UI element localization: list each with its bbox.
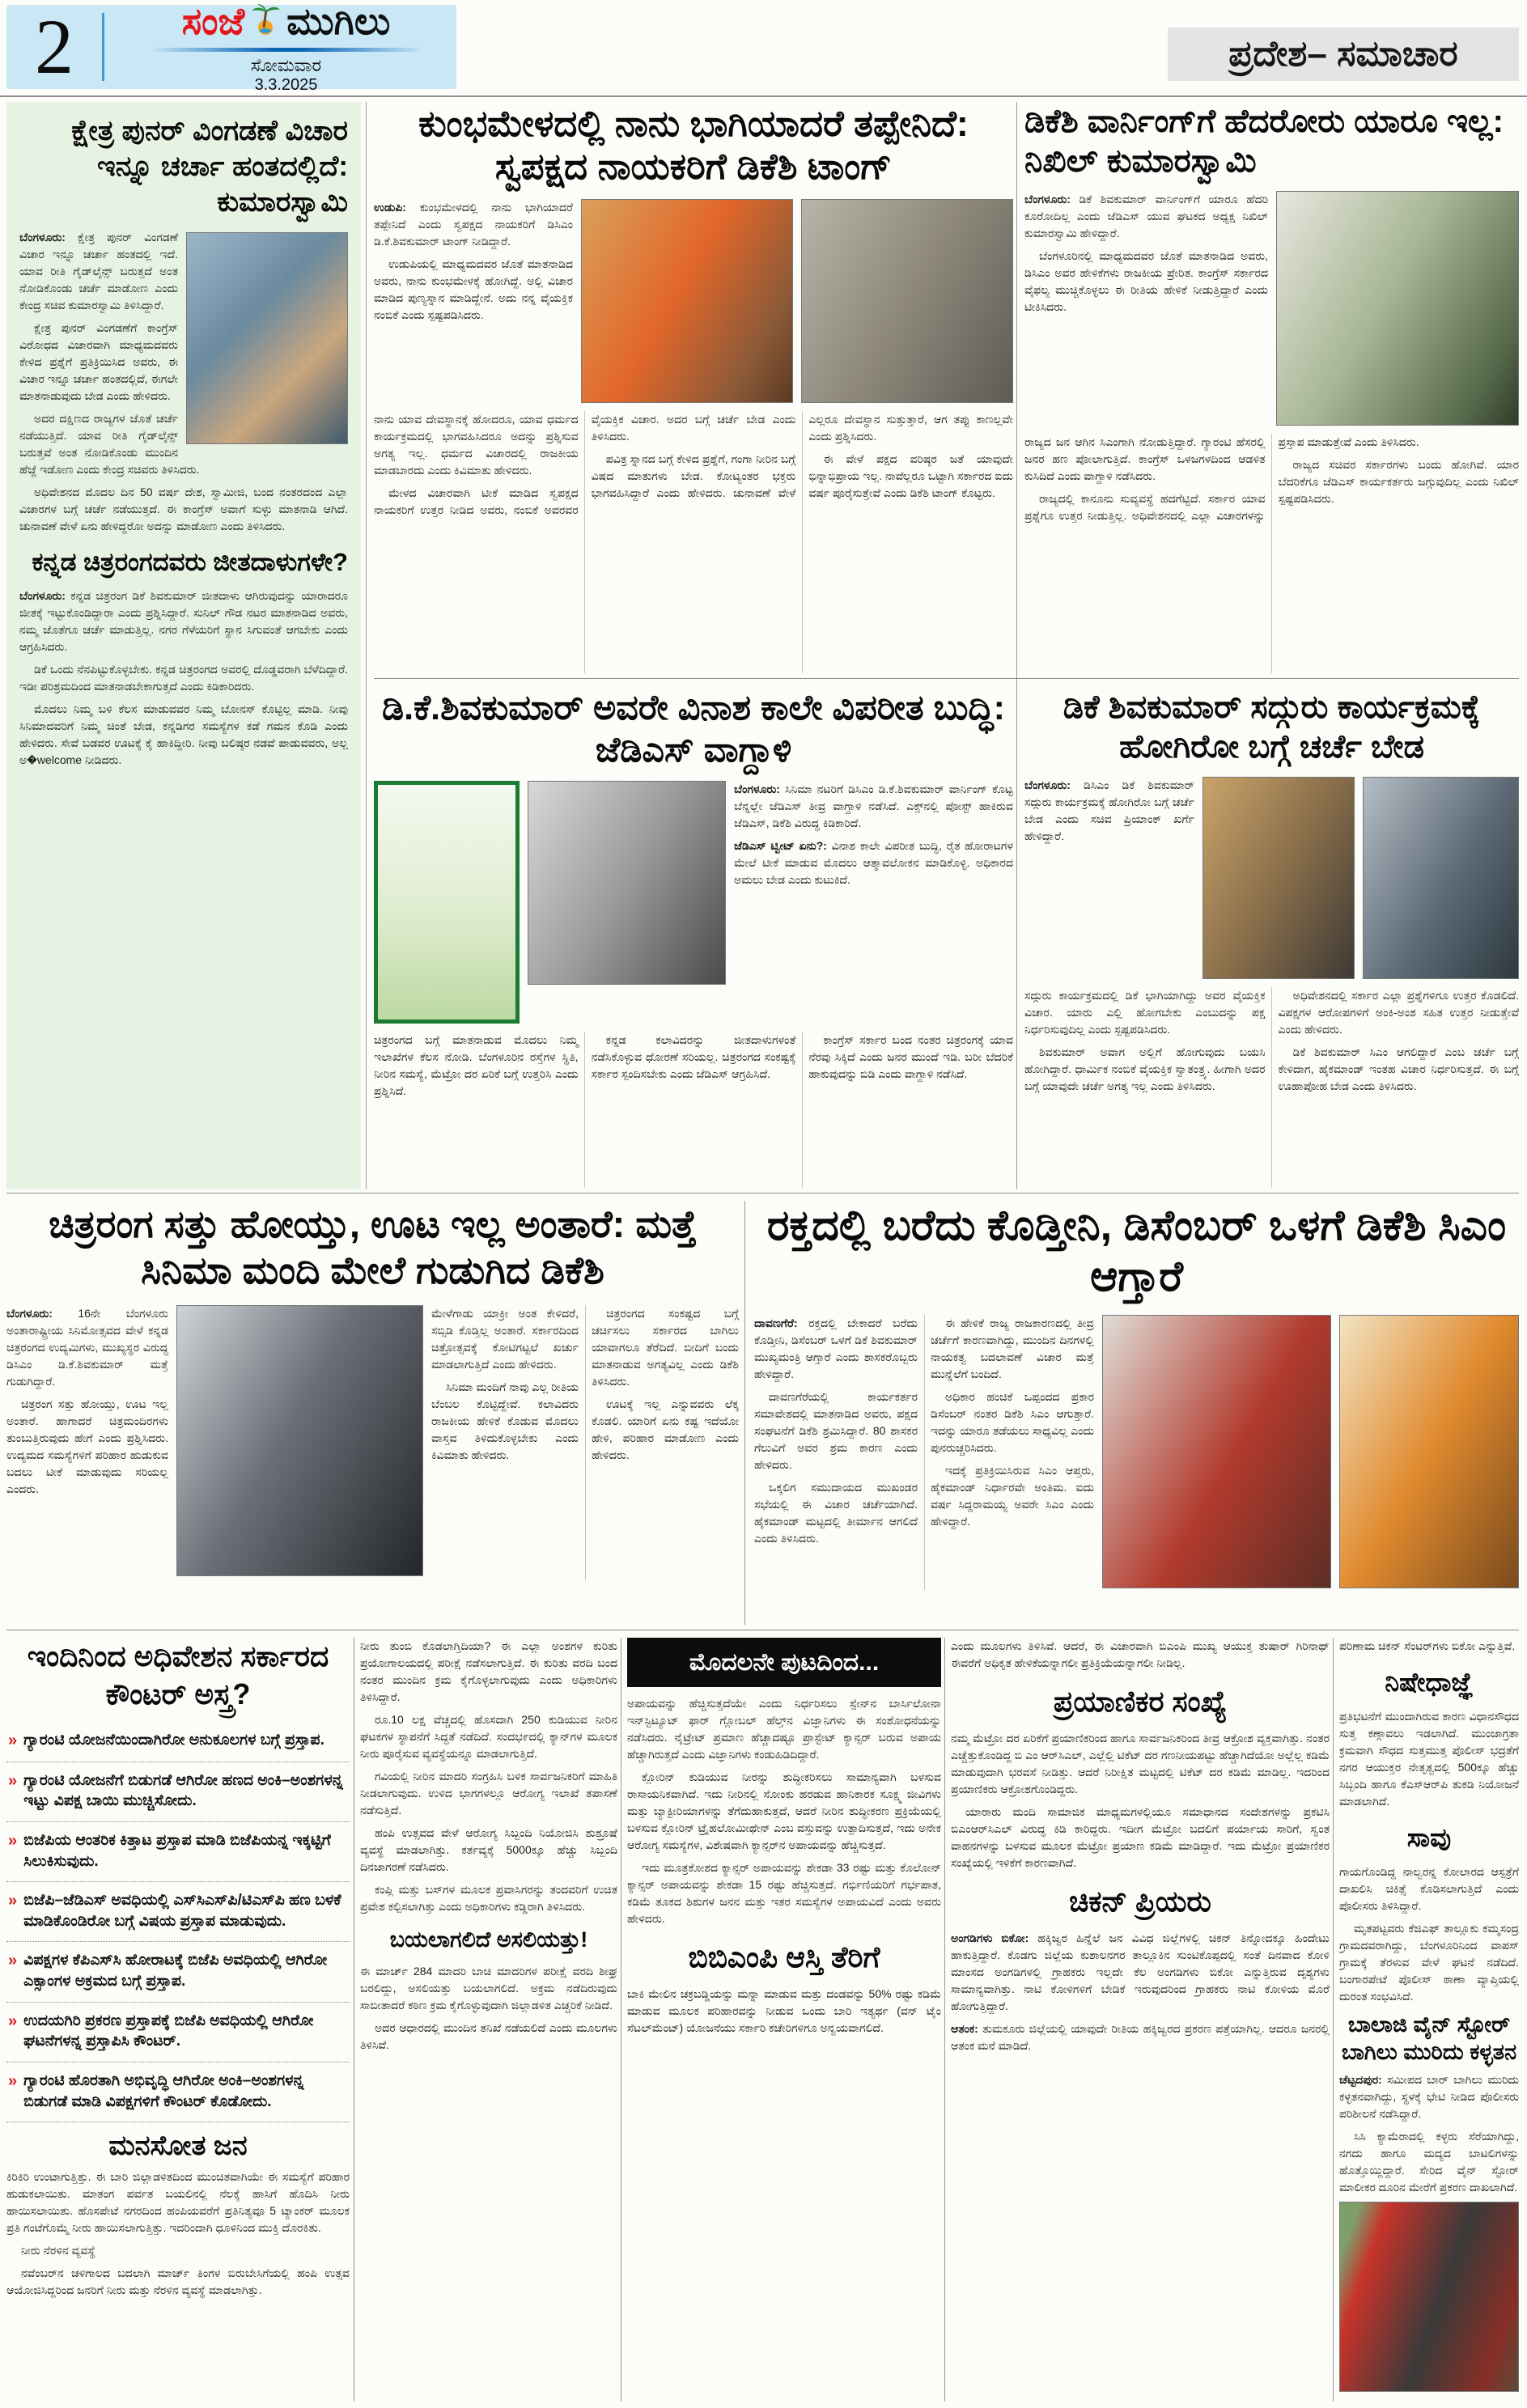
- photo-kumaraswamy-portrait: [186, 232, 348, 444]
- body-paragraph: ಕ್ಲೋರಿನ್ ಕುಡಿಯುವ ನೀರನ್ನು ಶುದ್ಧೀಕರಿಸಲು ಸಾಮಾನ್ಯವಾಗಿ ಬಳಸುವ ರಾಸಾಯನಿಕವಾಗಿದೆ. ಇದು ನೀರಿನಲ್ಲಿ ಸೋಂಕು ಹರಡುವ ಹಾನಿಕಾರಕ ಸೂಕ್ಷ್ಮ ಜೀವಿಗಳು ಮತ್ತು ಬ್ಯಾಕ್ಟೀರಿಯಾಗಳನ್ನು ತೆಗೆದುಹಾಕುತ್ತದೆ, ಆದರೆ ನೀರಿನ ಶುದ್ಧೀಕರಣ ಪ್ರಕ್ರಿಯೆಯಲ್ಲಿ ಬಳಸುವ ಕ್ಲೋರಿನ್ ಟ್ರೈಹಲೋಮೀಥೇನ್ ಎಂಬ ವಸ್ತುವನ್ನು ಉತ್ಪಾದಿಸುತ್ತದೆ, ಇದು ಅನೇಕ ಆರೋಗ್ಯ ಸಮಸ್ಯೆಗಳ, ವಿಶೇಷವಾಗಿ ಕ್ಯಾನ್ಸರ್‌ನ ಅಪಾಯವನ್ನು ಹೆಚ್ಚಿಸುತ್ತದೆ.: [627, 1770, 941, 1851]
- body-paragraph: ಪವಿತ್ರ ಸ್ನಾನದ ಬಗ್ಗೆ ಕೇಳಿದ ಪ್ರಶ್ನೆಗೆ, ಗಂಗಾ ನೀರಿನ ಬಗ್ಗೆ ವಿಷದ ಮಾತುಗಳು ಬೇಡ. ಕೋಟ್ಯಂತರ ಭಕ್ತರು ಭಾಗವಹಿಸಿದ್ದಾರೆ ಎಂದು ಹೇಳಿದರು. ಚುನಾವಣೆ ವೇಳೆ ಎಲ್ಲರೂ ದೇವಸ್ಥಾನ ಸುತ್ತುತ್ತಾರೆ, ಆಗ ತಪ್ಪು ಕಾಣಲ್ಲವೇ ಎಂದು ಪ್ರಶ್ನಿಸಿದರು.: [591, 413, 1013, 500]
- subheadline: ನಿಷೇಧಾಜ್ಞೆ: [1385, 1668, 1474, 1697]
- continuation-column-c: [627, 1638, 941, 2402]
- subheadline: ಚಿಕನ್ ಪ್ರಿಯರು: [1069, 1884, 1211, 1918]
- body-paragraph: ಹಂಪಿ ಉತ್ಸವದ ವೇಳೆ ಆರೋಗ್ಯ ಸಿಬ್ಬಂದಿ ನಿಯೋಜಿಸಿ ಶುಶ್ರೂಷೆ ವ್ಯವಸ್ಥೆ ಮಾಡಲಾಗಿತ್ತು. ಕರ್ತವ್ಯಕ್ಕೆ 5000ಕ್ಕೂ ಹೆಚ್ಚು ಸಿಬ್ಬಂದಿ ದಿನಜಾಗರಣೆ ನಡೆಸಿದರು.: [360, 1826, 617, 1873]
- chevron-bullet-icon: »: [8, 2012, 18, 2030]
- body-paragraph: ಅದರ ಆಧಾರದಲ್ಲಿ ಮುಂದಿನ ತನಿಖೆ ನಡೆಯಲಿದೆ ಎಂದು ಮೂಲಗಳು ತಿಳಿಸಿವೆ.: [360, 2020, 617, 2051]
- body-paragraph: ಸಿನಿಮಾ ನಟರಿಗೆ ಡಿಸಿಎಂ ಡಿ.ಕೆ.ಶಿವಕುಮಾರ್ ವಾರ್ನಿಂಗ್ ಕೊಟ್ಟ ಬೆನ್ನಲ್ಲೇ ಜೆಡಿಎಸ್ ತೀವ್ರ ವಾಗ್ದಾಳಿ ನಡೆಸಿದೆ. ಎಕ್ಸ್‌ನಲ್ಲಿ ಪೋಸ್ಟ್ ಹಾಕಿರುವ ಜೆಡಿಎಸ್, ಡಿಕೆಶಿ ವಿರುದ್ಧ ಕಿಡಿಕಾರಿದೆ.: [734, 782, 1013, 830]
- masthead-divider: [102, 13, 104, 81]
- body-paragraph: ಈ ಹೇಳಿಕೆ ರಾಜ್ಯ ರಾಜಕಾರಣದಲ್ಲಿ ತೀವ್ರ ಚರ್ಚೆಗೆ ಕಾರಣವಾಗಿದ್ದು, ಮುಂದಿನ ದಿನಗಳಲ್ಲಿ ನಾಯಕತ್ವ ಬದಲಾವಣೆ ವಿಚಾರ ಮತ್ತೆ ಮುನ್ನೆಲೆಗೆ ಬಂದಿದೆ.: [931, 1316, 1094, 1380]
- section-rule: [374, 678, 1519, 679]
- subheadline: ಸಾವು: [1406, 1823, 1452, 1852]
- article-sadhguru-charche: [1024, 688, 1519, 1188]
- article-raktadalli-dks-cm: [754, 1201, 1519, 1625]
- body-paragraph: ನಮ್ಮ ಮೆಟ್ರೋ ದರ ಏರಿಕೆಗೆ ಪ್ರಯಾಣಿಕರಿಂದ ಹಾಗೂ ಸಾರ್ವಜನಿಕರಿಂದ ತೀವ್ರ ಆಕ್ರೋಶ ವ್ಯಕ್ತವಾಗಿತ್ತು. ನಂತರ ಎಚ್ಚೆತ್ತುಕೊಂಡಿದ್ದ ಬಿ ಎಂ ಆರ್‌ಸಿಎಲ್, ಎಲ್ಲೆಲ್ಲಿ ಟಿಕೆಟ್ ದರ ಗಣನೀಯಪಟ್ಟು ಹೆಚ್ಚಾಗಿದೆಯೋ ಅಲ್ಲೆಲ್ಲ ಕಡಿಮೆ ಮಾಡುವುದಾಗಿ ಭರವಸೆ ನೀಡಿತ್ತು. ಆದರೆ ನಿರೀಕ್ಷಿತ ಮಟ್ಟದಲ್ಲಿ ಟಿಕೆಟ್ ದರ ಕಡಿಮೆ ಮಾಡಿಲ್ಲ. ಇದರಿಂದ ಪ್ರಯಾಣಿಕರು ಆಕ್ರೋಶಗೊಂಡಿದ್ದರು.: [951, 1732, 1330, 1795]
- list-item: » ಗ್ಯಾರಂಟಿ ಯೋಜನೆಗೆ ಬಿಡುಗಡೆ ಆಗಿರೋ ಹಣದ ಅಂಕಿ–ಅಂಶಗಳನ್ನ ಇಟ್ಟು ವಿಪಕ್ಷ ಬಾಯಿ ಮುಚ್ಚಿಸೋದು.: [6, 1762, 350, 1822]
- list-item: » ಬಿಜೆಪಿಯ ಆಂತರಿಕ ಕಿತ್ತಾಟ ಪ್ರಸ್ತಾಪ ಮಾಡಿ ಬಿಜೆಪಿಯನ್ನ ಇಕ್ಕಟ್ಟಿಗೆ ಸಿಲುಕಿಸುವುದು.: [6, 1822, 350, 1882]
- body-paragraph: ಈ ವೇಳೆ ಪಕ್ಷದ ವರಿಷ್ಠರ ಜತೆ ಯಾವುದೇ ಭಿನ್ನಾಭಿಪ್ರಾಯ ಇಲ್ಲ. ನಾವೆಲ್ಲರೂ ಒಟ್ಟಾಗಿ ಸರ್ಕಾರದ ಐದು ವರ್ಷ ಪೂರೈಸುತ್ತೇವೆ ಎಂದು ಡಿಕೆಶಿ ಟಾಂಗ್ ಕೊಟ್ಟರು.: [808, 452, 1013, 500]
- continuation-column-d: [951, 1638, 1330, 2402]
- page-number: 2: [35, 3, 74, 90]
- subheadline: ಮನಸೋತ ಜನ: [108, 2130, 248, 2162]
- body-paragraph: ಹಕ್ಕಿಜ್ವರ ಹಿನ್ನೆಲೆ ಜನ ವಿವಿಧ ಜಿಲ್ಲೆಗಳಲ್ಲಿ ಚಿಕನ್ ತಿನ್ನೋದಕ್ಕೂ ಹಿಂದೇಟು ಹಾಕುತ್ತಿದ್ದಾರೆ. ಕೊಡಗು ಜಿಲ್ಲೆಯ ಕುಶಾಲನಗರ ತಾಲ್ಲೂಕಿನ ಸುಂಟಿಕೊಪ್ಪದಲ್ಲಿ ಸಂತೆ ದಿನವಾದ ಕೋಳಿ ಮಾಂಸದ ಅಂಗಡಿಗಳಲ್ಲಿ ಗ್ರಾಹಕರು ಇಲ್ಲದೇ ಕೆಲ ಅಂಗಡಿಗಳು ಬಿಕೋ ಎನ್ನುತ್ತಿರುವ ದೃಶ್ಯಗಳು ಸಾಮಾನ್ಯವಾಗಿತ್ತು. ನಾಟಿ ಕೋಳಿಗಳಿಗೆ ಬೇಡಿಕೆ ಇರುವುದರಿಂದ ಗ್ರಾಹಕರು ನಾಟಿ ಕೋಳಿಯ ಮೊರೆ ಹೋಗುತ್ತಿದ್ದಾರೆ.: [951, 1931, 1330, 2012]
- byline-place: ಬೆಂಗಳೂರು:: [19, 231, 66, 244]
- body-paragraph: ಡಿಕೆ ಶಿವಕುಮಾರ್ ಸಿಎಂ ಆಗಲಿದ್ದಾರೆ ಎಂಬ ಚರ್ಚೆ ಬಗ್ಗೆ ಕೇಳಿದಾಗ, ಹೈಕಮಾಂಡ್ ಇಂತಹ ವಿಚಾರ ನಿರ್ಧರಿಸುತ್ತದೆ. ಈ ಬಗ್ಗೆ ಊಹಾಪೋಹ ಬೇಡ ಎಂದು ತಿಳಿಸಿದರು.: [1278, 1045, 1519, 1092]
- body-paragraph: ಕನ್ನಡ ಚಿತ್ರರಂಗ ಡಿಕೆ ಶಿವಕುಮಾರ್ ಜೀತದಾಳು ಆಗಿರುವುದನ್ನು ಯಾರಾದರೂ ಜೀತಕ್ಕೆ ಇಟ್ಟುಕೊಂಡಿದ್ದಾರಾ ಎಂದು ಪ್ರಶ್ನಿಸಿದ್ದಾರೆ. ಸುನಿಲ್ ಗೌಡ ನಟರ ಮಾತನಾಡಿದ ಅವರು, ನಮ್ಮ ಜೊತೆಗೂ ಚರ್ಚೆ ಮಾಡುತ್ತಿಲ್ಲ. ನಗರ ಗೆಳೆಯರಿಗೆ ಸ್ಥಾನ ಸಿಗುವಂತೆ ಆಗಬೇಕು ಎಂದು ಆಗ್ರಹಿಸಿದರು.: [19, 588, 348, 653]
- body-paragraph: ಡಿಕೆ ಒಂದು ನೆನಪಿಟ್ಟುಕೊಳ್ಳಬೇಕು. ಕನ್ನಡ ಚಿತ್ರರಂಗದ ಅವರಲ್ಲಿ ದೊಡ್ಡವರಾಗಿ ಬೆಳೆದಿದ್ದಾರೆ. ಇಡೀ ಪರಿಶ್ರಮದಿಂದ ಮಾತನಾಡಬೇಕಾಗುತ್ತದೆ ಎಂದು ಕಿಡಿಕಾರಿದರು.: [19, 662, 348, 693]
- article-headline: ಚಿತ್ರರಂಗ ಸತ್ತು ಹೋಯ್ತು, ಊಟ ಇಲ್ಲ ಅಂತಾರೆ: ಮತ್ತೆ ಸಿನಿಮಾ ಮಂದಿ ಮೇಲೆ ಗುಡುಗಿದ ಡಿಕೆಶಿ: [49, 1202, 697, 1292]
- article-jds-vagdali: [374, 688, 1013, 1188]
- body-paragraph: ಡಿಸಿಎಂ ಡಿಕೆ ಶಿವಕುಮಾರ್ ಸದ್ಗುರು ಕಾರ್ಯಕ್ರಮಕ್ಕೆ ಹೋಗಿರೋ ಬಗ್ಗೆ ಚರ್ಚೆ ಬೇಡ ಎಂದು ಸಚಿವ ಪ್ರಿಯಾಂಕ್ ಖರ್ಗೆ ಹೇಳಿದ್ದಾರೆ.: [1024, 778, 1194, 842]
- body-paragraph: ಎಂದು ಮೂಲಗಳು ತಿಳಿಸಿವೆ. ಆದರೆ, ಈ ವಿಚಾರವಾಗಿ ಬಿಎಂಪಿ ಮುಖ್ಯ ಆಯುಕ್ತ ತುಷಾರ್ ಗಿರಿನಾಥ್ ಈವರೆಗೆ ಅಧಿಕೃತ ಹೇಳಿಕೆಯನ್ನಾಗಲೀ ಪ್ರತಿಕ್ರಿಯೆಯನ್ನಾಗಲೀ ನೀಡಿಲ್ಲ.: [951, 1639, 1330, 1669]
- body-paragraph: ಮೇಳದ ವಿಚಾರವಾಗಿ ಟೀಕೆ ಮಾಡಿದ ಸ್ವಪಕ್ಷದ ನಾಯಕರಿಗೆ ಉತ್ತರ ನೀಡಿದ ಅವರು, ನಂಬಿಕೆ ಅವರವರ ವೈಯಕ್ತಿಕ ವಿಚಾರ. ಅದರ ಬಗ್ಗೆ ಚರ್ಚೆ ಬೇಡ ಎಂದು ತಿಳಿಸಿದರು.: [374, 413, 796, 517]
- article-headline: ಡಿಕೆ ಶಿವಕುಮಾರ್ ಸದ್ಗುರು ಕಾರ್ಯಕ್ರಮಕ್ಕೆ ಹೋಗಿರೋ ಬಗ್ಗೆ ಚರ್ಚೆ ಬೇಡ: [1063, 689, 1481, 765]
- body-paragraph: ಗಾಯಗೊಂಡಿದ್ದ ನಾಲ್ವರನ್ನ ಕೋಲಾರದ ಆಸ್ಪತ್ರೆಗೆ ದಾಖಲಿಸಿ ಚಿಕಿತ್ಸೆ ಕೊಡಿಸಲಾಗುತ್ತಿದೆ ಎಂದು ಪೊಲೀಸರು ತಿಳಿಸಿದ್ದಾರೆ.: [1339, 1865, 1519, 1912]
- date: 3.3.2025: [254, 76, 318, 94]
- body-paragraph: ಚಿತ್ರರಂಗದ ಸಂಕಷ್ಟದ ಬಗ್ಗೆ ಚರ್ಚಿಸಲು ಸರ್ಕಾರದ ಬಾಗಿಲು ಯಾವಾಗಲೂ ತೆರೆದಿದೆ. ಬೀದಿಗೆ ಬಂದು ಮಾತನಾಡುವ ಅಗತ್ಯವಿಲ್ಲ ಎಂದು ಡಿಕೆಶಿ ತಿಳಿಸಿದರು.: [592, 1306, 739, 1388]
- body-paragraph: ಅಧಿಕಾರ ಹಂಚಿಕೆ ಒಪ್ಪಂದದ ಪ್ರಕಾರ ಡಿಸೆಂಬರ್ ನಂತರ ಡಿಕೆಶಿ ಸಿಎಂ ಆಗುತ್ತಾರೆ. ಇದನ್ನು ಯಾರೂ ತಡೆಯಲು ಸಾಧ್ಯವಿಲ್ಲ ಎಂದು ಪುನರುಚ್ಚರಿಸಿದರು.: [931, 1389, 1094, 1454]
- article-chitraranga-dks: [6, 1201, 739, 1625]
- column-divider: [944, 1638, 945, 2402]
- body-paragraph: ಅಧಿವೇಶನದಲ್ಲಿ ಸರ್ಕಾರ ಎಲ್ಲಾ ಪ್ರಶ್ನೆಗಳಿಗೂ ಉತ್ತರ ಕೊಡಲಿದೆ. ವಿಪಕ್ಷಗಳ ಆರೋಪಗಳಿಗೆ ಅಂಕಿ-ಅಂಶ ಸಹಿತ ಉತ್ತರ ನೀಡುತ್ತೇವೆ ಎಂದು ಹೇಳಿದರು.: [1278, 988, 1519, 1036]
- continuation-column-b: [360, 1638, 617, 2402]
- palm-tree-sun-icon: [249, 3, 282, 41]
- article-headline: ಕನ್ನಡ ಚಿತ್ರರಂಗದವರು ಜೀತದಾಳುಗಳೇ?: [32, 548, 348, 577]
- body-paragraph: ಕನ್ನಡ ಕಲಾವಿದರನ್ನು ಜೀತದಾಳುಗಳಂತೆ ನಡೆಸಿಕೊಳ್ಳುವ ಧೋರಣೆ ಸರಿಯಲ್ಲ. ಚಿತ್ರರಂಗದ ಸಂಕಷ್ಟಕ್ಕೆ ಸರ್ಕಾರ ಸ್ಪಂದಿಸಬೇಕು ಎಂದು ಜೆಡಿಎಸ್ ಆಗ್ರಹಿಸಿದೆ.: [591, 1033, 796, 1081]
- logo-underline: [153, 48, 420, 52]
- byline-place: ಬೆಂಗಳೂರು:: [6, 1306, 53, 1320]
- byline-place: ಉಡುಪಿ:: [374, 201, 406, 214]
- masthead: [6, 0, 456, 94]
- body-paragraph: ಈ ಮಾರ್ಚ್ 284 ಮಾದರಿ ಬಾಚಿ ಮಾದರಿಗಳ ಪರೀಕ್ಷೆ ವರದಿ ಶೀಘ್ರ ಬರಲಿದ್ದು, ಅಸಲಿಯತ್ತು ಬಯಲಾಗಲಿದೆ. ಅಕ್ರಮ ನಡೆದಿರುವುದು ಸಾಬೀತಾದರೆ ಕಠಿಣ ಕ್ರಮ ಕೈಗೊಳ್ಳುವುದಾಗಿ ಜಿಲ್ಲಾಡಳಿತ ಎಚ್ಚರಿಕೆ ನೀಡಿದೆ.: [360, 1964, 617, 2012]
- body-paragraph: ಊಟಕ್ಕೆ ಇಲ್ಲ ಎನ್ನುವವರು ಲೆಕ್ಕ ಕೊಡಲಿ. ಯಾರಿಗೆ ಏನು ಕಷ್ಟ ಇದೆಯೋ ಹೇಳಿ, ಪರಿಹಾರ ಮಾಡೋಣ ಎಂದು ಹೇಳಿದರು.: [592, 1397, 739, 1461]
- body-paragraph: ರಾಜ್ಯದಲ್ಲಿ ಕಾನೂನು ಸುವ್ಯವಸ್ಥೆ ಹದಗೆಟ್ಟಿದೆ. ಸರ್ಕಾರ ಯಾವ ಪ್ರಶ್ನೆಗೂ ಉತ್ತರ ನೀಡುತ್ತಿಲ್ಲ. ಅಧಿವೇಶನದಲ್ಲಿ ಎಲ್ಲಾ ವಿಚಾರಗಳನ್ನು ಪ್ರಸ್ತಾಪ ಮಾಡುತ್ತೇವೆ ಎಂದು ತಿಳಿಸಿದರು.: [1024, 435, 1419, 522]
- byline-place: ಚೆಟ್ಟದಪುರ:: [1339, 2072, 1382, 2086]
- body-paragraph: ನವೆಂಬರ್‌ನ ಚಳಿಗಾಲದ ಬದಲಾಗಿ ಮಾರ್ಚ್ ತಿಂಗಳ ಬಿರುಬೇಸಿಗೆಯಲ್ಲಿ ಹಂಪಿ ಉತ್ಸವ ಆಯೋಜಿಸಿದ್ದರಿಂದ ಜನರಿಗೆ ನೀರು ಮತ್ತು ನೆರಳಿನ ವ್ಯವಸ್ಥೆ ಮಾಡಲಾಗಿತ್ತು.: [6, 2266, 350, 2297]
- body-paragraph: ಇದಕ್ಕೆ ಪ್ರತಿಕ್ರಿಯಿಸಿರುವ ಸಿಎಂ ಆಪ್ತರು, ಹೈಕಮಾಂಡ್ ನಿರ್ಧಾರವೇ ಅಂತಿಮ. ಐದು ವರ್ಷ ಸಿದ್ದರಾಮಯ್ಯ ಅವರೇ ಸಿಎಂ ಎಂದು ಹೇಳಿದ್ದಾರೆ.: [931, 1463, 1094, 1528]
- body-paragraph: ರಾಜ್ಯದ ಸಚಿವರ ಸರ್ಕಾರಗಳು ಬಂದು ಹೋಗಿವೆ. ಯಾರ ಬೆದರಿಕೆಗೂ ಜೆಡಿಎಸ್ ಕಾರ್ಯಕರ್ತರು ಜಗ್ಗುವುದಿಲ್ಲ ಎಂದು ನಿಖಿಲ್ ಸ್ಪಷ್ಟಪಡಿಸಿದರು.: [1278, 457, 1519, 505]
- column-divider: [744, 1201, 745, 1625]
- continuation-column-e: [1339, 1638, 1519, 2402]
- column-divider: [1333, 1638, 1334, 2402]
- column-divider: [366, 102, 367, 1189]
- list-item: » ಉದಯಗಿರಿ ಪ್ರಕರಣ ಪ್ರಸ್ತಾಪಕ್ಕೆ ಬಿಜೆಪಿ ಅವಧಿಯಲ್ಲಿ ಆಗಿರೋ ಘಟನೆಗಳನ್ನ ಪ್ರಸ್ತಾಪಿಸಿ ಕೌಂಟರ್.: [6, 2003, 350, 2062]
- byline-place: ಬೆಂಗಳೂರು:: [1024, 192, 1071, 206]
- chevron-bullet-icon: »: [8, 1771, 18, 1790]
- body-paragraph: ಬಾಕಿ ಮೇಲಿನ ಚಕ್ರಬಡ್ಡಿಯನ್ನು ಮನ್ನಾ ಮಾಡುವ ಮತ್ತು ದಂಡವನ್ನು 50% ರಷ್ಟು ಕಡಿಮೆ ಮಾಡುವ ಮೂಲಕ ಪರಿಹಾರವನ್ನು ನೀಡುವ ಒಂದು ಬಾರಿ ಇತ್ಯರ್ಥ (ವನ್ ಟೈಂ ಸೆಟಲ್‌ಮೆಂಟ್) ಯೋಜನೆಯು ಸರ್ಕಾರಿ ಕಚೇರಿಗಳಿಗೂ ಅನ್ವಯವಾಗಲಿದೆ.: [627, 1987, 941, 2034]
- body-paragraph: 16ನೇ ಬೆಂಗಳೂರು ಅಂತಾರಾಷ್ಟ್ರೀಯ ಸಿನಿಮೋತ್ಸವದ ವೇಳೆ ಕನ್ನಡ ಚಿತ್ರರಂಗದ ಉದ್ಯಮಿಗಳು, ಮುಖ್ಯಸ್ಥರ ವಿರುದ್ಧ ಡಿಸಿಎಂ ಡಿ.ಕೆ.ಶಿವಕುಮಾರ್ ಮತ್ತೆ ಗುಡುಗಿದ್ದಾರೆ.: [6, 1306, 168, 1388]
- body-paragraph: ಯಾರಾರು ಮಂದಿ ಸಾಮಾಜಿಕ ಮಾಧ್ಯಮಗಳಲ್ಲಿಯೂ ಸಮಾಧಾನದ ಸಂದೇಶಗಳನ್ನು ಪ್ರಕಟಿಸಿ ಬಿಎಂಆರ್‌ಸಿಎಲ್ ವಿರುದ್ಧ ಕಿಡಿ ಕಾರಿದ್ದರು. ಇದೀಗ ಮೆಟ್ರೋ ಬದಲಿಗೆ ಪರ್ಯಾಯ ಸಾರಿಗೆ, ಸ್ವಂತ ವಾಹನಗಳನ್ನು ಬಳಸುವ ಮೂಲಕ ಮೆಟ್ರೋ ಪ್ರಯಾಣ ಕಡಿಮೆ ಮಾಡಿದ್ದಾರೆ. ಇದು ಮೆಟ್ರೋ ಪ್ರಯಾಣಿಕರ ಸಂಖ್ಯೆಯಲ್ಲಿ ಇಳಿಕೆಗೆ ಕಾರಣವಾಗಿದೆ.: [951, 1805, 1330, 1869]
- body-paragraph: ಕಾಂಗ್ರೆಸ್ ಸರ್ಕಾರ ಬಂದ ನಂತರ ಚಿತ್ರರಂಗಕ್ಕೆ ಯಾವ ನೆರವು ಸಿಕ್ಕಿದೆ ಎಂದು ಜನರ ಮುಂದೆ ಇಡಿ. ಬರೀ ಬೆದರಿಕೆ ಹಾಕುವುದನ್ನು ಬಿಡಿ ಎಂದು ವಾಗ್ದಾಳಿ ನಡೆಸಿದೆ.: [808, 1033, 1013, 1081]
- body-paragraph: ಗವಿಯಲ್ಲಿ ನೀರಿನ ಮಾದರಿ ಸಂಗ್ರಹಿಸಿ ಬಳಿಕ ಸಾರ್ವಜನಿಕರಿಗೆ ಮಾಹಿತಿ ನೀಡಲಾಗುವುದು. ಉಳಿದ ಭಾಗಗಳಲ್ಲೂ ಆರೋಗ್ಯ ಇಲಾಖೆ ತಪಾಸಣೆ ನಡೆಸುತ್ತಿದೆ.: [360, 1770, 617, 1817]
- body-paragraph: ಮೊದಲು ನಿಮ್ಮ ಬಳಿ ಕೆಲಸ ಮಾಡುವವರ ನಿಮ್ಮ ಬೋನಸ್ ಕೊಟ್ಟಿಲ್ಲ ಮಾಡಿ. ನೀವು ಸಿನಿಮಾದವರಿಗೆ ನಿಮ್ಮ ಚಿಂತೆ ಬೇಡ, ಕನ್ನಡಿಗರ ಸಮಸ್ಯೆಗಳ ಕಡೆ ಗಮನ ಕೊಡಿ ಎಂದು ಹೇಳಿದರು. ಸೇವೆ ಬಡವರ ಊಟಕ್ಕೆ ಕೈ ಹಾಕಿದ್ದೀರಿ. ನೀವು ಬಲಿಷ್ಠರ ನಡವೆ ಪಾಡುವವರು, ಅಲ್ಲ ಅ�welcome ನೀಡಿದರು.: [19, 702, 348, 766]
- body-paragraph: ಡಿಕೆ ಶಿವಕುಮಾರ್ ವಾರ್ನಿಂಗ್‌ಗೆ ಯಾರೂ ಹೆದರಿ ಕೂರೋದಿಲ್ಲ ಎಂದು ಜೆಡಿಎಸ್ ಯುವ ಘಟಕದ ಅಧ್ಯಕ್ಷ ನಿಖಿಲ್ ಕುಮಾರಸ್ವಾಮಿ ಹೇಳಿದ್ದಾರೆ.: [1024, 192, 1269, 240]
- photo-dks-pointing: [1102, 1315, 1331, 1588]
- photo-dks-press-meet: [176, 1305, 423, 1576]
- paper-name-black: ಮುಗಿಲು: [286, 0, 391, 42]
- box-headline: ಇಂದಿನಿಂದ ಅಧಿವೇಶನ ಸರ್ಕಾರದ ಕೌಂಟರ್ ಅಸ್ತ್ರ?: [27, 1639, 329, 1711]
- weekday: ಸೋಮವಾರ: [250, 55, 322, 75]
- body-paragraph: ತುಮಕೂರು ಜಿಲ್ಲೆಯಲ್ಲಿ ಯಾವುದೇ ರೀತಿಯ ಹಕ್ಕಿಜ್ವರದ ಪ್ರಕರಣ ಪತ್ತೆಯಾಗಿಲ್ಲ. ಆದರೂ ಜನರಲ್ಲಿ ಆತಂಕ ಮನೆ ಮಾಡಿದೆ.: [951, 2022, 1330, 2052]
- body-paragraph: ಕಂಪ್ಲಿ ಮತ್ತು ಬಸ್‌ಗಳ ಮೂಲಕ ಪ್ರವಾಸಿಗರನ್ನು ತಂದವರಿಗೆ ಉಚಿತ ಪ್ರವೇಶ ಕಲ್ಪಿಸಲಾಗಿತ್ತು ಎಂದು ಅಧಿಕಾರಿಗಳು ಕಡ್ಡಿರಾಗಿ ತಿಳಿಸಿದರು.: [360, 1883, 617, 1913]
- body-paragraph: ಸಿಸಿ ಕ್ಯಾಮೆರಾದಲ್ಲಿ ಕಳ್ಳರು ಸೆರೆಯಾಗಿದ್ದು, ನಗದು ಹಾಗೂ ಮದ್ಯದ ಬಾಟಲಿಗಳನ್ನು ಹೊತ್ತೊಯ್ದಿದ್ದಾರೆ. ಸೇರಿದ ವೈನ್ ಸ್ಟೋರ್ ಮಾಲೀಕರ ದೂರಿನ ಮೇರೆಗೆ ಪ್ರಕರಣ ದಾಖಲಾಗಿದೆ.: [1339, 2129, 1519, 2194]
- list-item: » ಗ್ಯಾರಂಟಿ ಯೋಜನೆಯಿಂದಾಗಿರೋ ಅನುಕೂಲಗಳ ಬಗ್ಗೆ ಪ್ರಸ್ತಾಪ.: [6, 1722, 350, 1762]
- body-paragraph: ಬೆಂಗಳೂರಿನಲ್ಲಿ ಮಾಧ್ಯಮದವರ ಜೊತೆ ಮಾತನಾಡಿದ ಅವರು, ಡಿಸಿಎಂ ಅವರ ಹೇಳಿಕೆಗಳು ರಾಜಕೀಯ ಪ್ರೇರಿತ. ಕಾಂಗ್ರೆಸ್ ಸರ್ಕಾರದ ವೈಫಲ್ಯ ಮುಚ್ಚಿಕೊಳ್ಳಲು ಈ ರೀತಿಯ ಹೇಳಿಕೆ ನೀಡುತ್ತಿದ್ದಾರೆ ಎಂದು ಟೀಕಿಸಿದರು.: [1024, 248, 1268, 313]
- body-paragraph: ಸದ್ಗುರು ಕಾರ್ಯಕ್ರಮದಲ್ಲಿ ಡಿಕೆ ಭಾಗಿಯಾಗಿದ್ದು ಅವರ ವೈಯಕ್ತಿಕ ವಿಚಾರ. ಯಾರು ಎಲ್ಲಿ ಹೋಗಬೇಕು ಎಂಬುದನ್ನು ಪಕ್ಷ ನಿರ್ಧರಿಸುವುದಿಲ್ಲ ಎಂದು ಸ್ಪಷ್ಟಪಡಿಸಿದರು.: [1024, 988, 1266, 1036]
- paragraph-lead: ಆತಂಕ:: [951, 2022, 978, 2035]
- byline-place: ಬೆಂಗಳೂರು:: [19, 588, 66, 602]
- body-paragraph: ಕ್ಷೇತ್ರ ಪುನರ್ ವಿಂಗಡಣೆಗೆ ಕಾಂಗ್ರೆಸ್ ವಿರೋಧದ ವಿಚಾರವಾಗಿ ಮಾಧ್ಯಮದವರು ಕೇಳಿದ ಪ್ರಶ್ನೆಗೆ ಪ್ರತಿಕ್ರಿಯಿಸಿದ ಅವರು, ಈ ವಿಚಾರ ಇನ್ನೂ ಚರ್ಚಾ ಹಂತದಲ್ಲಿದೆ, ಈಗಲೇ ಮಾತನಾಡುವುದು ಬೇಡ ಎಂದು ಹೇಳಿದರು.: [19, 321, 178, 403]
- byline-place: ದಾವಣಗೆರೆ:: [754, 1316, 798, 1329]
- body-paragraph: ಸಿನಿಮಾ ಮಂದಿಗೆ ನಾವು ಎಲ್ಲ ರೀತಿಯ ಬೆಂಬಲ ಕೊಟ್ಟಿದ್ದೇವೆ. ಕಲಾವಿದರು ರಾಜಕೀಯ ಹೇಳಿಕೆ ಕೊಡುವ ಮೊದಲು ವಾಸ್ತವ ತಿಳಿದುಕೊಳ್ಳಬೇಕು ಎಂದು ಕಿವಿಮಾತು ಹೇಳಿದರು.: [431, 1380, 579, 1461]
- body-paragraph: ಅದರ ದಕ್ಷಿಣದ ರಾಜ್ಯಗಳ ಜೊತೆ ಚರ್ಚೆ ನಡೆಯುತ್ತಿದೆ. ಯಾವ ರೀತಿ ಗೈಡ್‌ಲೈನ್ಸ್ ಬರುತ್ತವೆ ಅಂತ ನೋಡಿಕೊಂಡು ಮುಂದಿನ ಹೆಜ್ಜೆ ಇಡೋಣ ಎಂದು ಕೇಂದ್ರ ಸಚಿವರು ತಿಳಿಸಿದರು.: [19, 412, 200, 477]
- photo-sadhguru-event: [1203, 777, 1355, 979]
- counter-bullet-list: [6, 1722, 350, 2123]
- chevron-bullet-icon: »: [8, 1831, 18, 1850]
- body-paragraph: ಪ್ರತಿಭಟನೆಗೆ ಮುಂದಾಗಿರುವ ಕಾರಣ ವಿಧಾನಸೌಧದ ಸುತ್ತ ಕಣ್ಗಾವಲು ಇಡಲಾಗಿದೆ. ಮುಂಜಾಗ್ರತಾ ಕ್ರಮವಾಗಿ ಸೌಧದ ಸುತ್ತಮುತ್ತ ಪೊಲೀಸ್ ಭದ್ರತೆಗೆ ನಗರ ಆಯುಕ್ತರ ನೇತೃತ್ವದಲ್ಲಿ 500ಕ್ಕೂ ಹೆಚ್ಚು ಸಿಬ್ಬಂದಿ ಹಾಗೂ ಕೆಎಸ್‌ಆರ್‌ಪಿ ತುಕಡಿ ನಿಯೋಜನೆ ಮಾಡಲಾಗಿದೆ.: [1339, 1710, 1519, 1808]
- article-kumbhamela-dks: [374, 102, 1013, 673]
- tweet-lead: ಜೆಡಿಎಸ್ ಟ್ವೀಟ್ ಏನು?:: [734, 839, 827, 853]
- body-paragraph: ಉಡುಪಿಯಲ್ಲಿ ಮಾಧ್ಯಮದವರ ಜೊತೆ ಮಾತನಾಡಿದ ಅವರು, ನಾನು ಕುಂಭಮೇಳಕ್ಕೆ ಹೋಗಿದ್ದೆ. ಅಲ್ಲಿ ವಿಚಾರ ಮಾಡಿದ ಪುಣ್ಯಸ್ನಾನ ಮಾಡಿದ್ದೇನೆ. ಅದು ನನ್ನ ವೈಯಕ್ತಿಕ ನಂಬಿಕೆ ಎಂದು ಸ್ಪಷ್ಟಪಡಿಸಿದರು.: [374, 257, 573, 322]
- byline-place: ಬೆಂಗಳೂರು:: [1024, 778, 1071, 791]
- counter-astra-box: [6, 1638, 350, 2402]
- body-paragraph: ಅಪಾಯವನ್ನು ಹೆಚ್ಚಿಸುತ್ತದೆಯೇ ಎಂದು ನಿರ್ಧರಿಸಲು ಸ್ಪೇನ್‌ನ ಬಾರ್ಸಿಲೋನಾ ಇನ್‌ಸ್ಟಿಟ್ಯೂಟ್ ಫಾರ್ ಗ್ಲೋಬಲ್ ಹೆಲ್ತ್‌ನ ವಿಜ್ಞಾನಿಗಳು ಈ ಸಂಶೋಧನೆಯನ್ನು ನಡೆಸಿದರು. ನೈಟ್ರೇಟ್ ಪ್ರಮಾಣ ಹೆಚ್ಚಾದಷ್ಟೂ ಪ್ರಾಸ್ಟೇಟ್ ಕ್ಯಾನ್ಸರ್ ಬರುವ ಅಪಾಯ ಹೆಚ್ಚಾಗಿರುತ್ತದೆ ಎಂದು ವಿಜ್ಞಾನಿಗಳು ಕಂಡುಹಿಡಿದಿದ್ದಾರೆ.: [627, 1697, 941, 1761]
- from-page-one-band: ಮೊದಲನೇ ಪುಟದಿಂದ...: [627, 1638, 941, 1687]
- photo-dks-speaking: [528, 781, 726, 985]
- body-paragraph: ಮೇಳೆಗಾಡು ಯಾಕ್ರೀ ಅಂತ ಕೇಳಿದರೆ, ಸಬ್ಸಿಡಿ ಕೊಡ್ತಿಲ್ಲ ಅಂತಾರೆ. ಸರ್ಕಾರದಿಂದ ಚಿತ್ರೋತ್ಸವಕ್ಕೆ ಕೋಟಿಗಟ್ಟಲೆ ಖರ್ಚು ಮಾಡಲಾಗುತ್ತಿದೆ ಎಂದು ಹೇಳಿದರು.: [431, 1306, 579, 1371]
- list-item: » ಗ್ಯಾರಂಟಿ ಹೊರತಾಗಿ ಅಭಿವೃದ್ಧಿ ಆಗಿರೋ ಅಂಕಿ–ಅಂಶಗಳನ್ನ ಬಿಡುಗಡೆ ಮಾಡಿ ವಿಪಕ್ಷಗಳಿಗೆ ಕೌಂಟರ್ ಕೊಡೋದು.: [6, 2062, 350, 2122]
- photo-dks-kumbh-snan: [581, 199, 793, 403]
- photo-leader-speaking: [1363, 777, 1519, 979]
- body-paragraph: ಚಿತ್ರರಂಗ ಸತ್ತು ಹೋಯ್ತು, ಊಟ ಇಲ್ಲ ಅಂತಾರೆ. ಹಾಗಾದರೆ ಚಿತ್ರಮಂದಿರಗಳು ತುಂಬುತ್ತಿರುವುದು ಹೇಗೆ ಎಂದು ಪ್ರಶ್ನಿಸಿದರು. ಉದ್ಯಮದ ಸಮಸ್ಯೆಗಳಿಗೆ ಪರಿಹಾರ ಹುಡುಕುವ ಬದಲು ಟೀಕೆ ಮಾಡುವುದು ಸರಿಯಲ್ಲ ಎಂದರು.: [6, 1397, 168, 1495]
- chevron-bullet-icon: »: [8, 1892, 18, 1910]
- list-item: » ವಿಪಕ್ಷಗಳ ಕೆಪಿಎಸ್‌ಸಿ ಹೋರಾಟಕ್ಕೆ ಬಿಜೆಪಿ ಅವಧಿಯಲ್ಲಿ ಆಗಿರೋ ಎಕ್ಸಾಂಗಳ ಅಕ್ರಮದ ಬಗ್ಗೆ ಪ್ರಸ್ತಾಪ.: [6, 1942, 350, 2002]
- body-paragraph: ಕುಂಭಮೇಳದಲ್ಲಿ ನಾನು ಭಾಗಿಯಾದರೆ ತಪ್ಪೇನಿದೆ ಎಂದು ಸ್ವಪಕ್ಷದ ನಾಯಕರಿಗೆ ಡಿಸಿಎಂ ಡಿ.ಕೆ.ಶಿವಕುಮಾರ್ ಟಾಂಗ್ ನೀಡಿದ್ದಾರೆ.: [374, 201, 573, 248]
- body-paragraph: ನೀರು ತುಂಬಿ ಕೊಡಲಾಗ್ತಿದಿಯಾ? ಈ ಎಲ್ಲಾ ಅಂಶಗಳ ಕುರಿತು ಪ್ರಯೋಗಾಲಯದಲ್ಲಿ ಪರೀಕ್ಷೆ ನಡೆಸಲಾಗುತ್ತಿದೆ. ಈ ಕುರಿತು ವರದಿ ಬಂದ ನಂತರ ಮುಂದಿನ ಕ್ರಮ ಕೈಗೊಳ್ಳಲಾಗುವುದು ಎಂದು ಅಧಿಕಾರಿಗಳು ತಿಳಿಸಿದ್ದಾರೆ.: [360, 1639, 617, 1703]
- body-paragraph: ನೀರು ನೆರಳಿನ ವ್ಯವಸ್ಥೆ: [21, 2244, 95, 2258]
- photo-nikhil-kumaraswamy: [1276, 191, 1519, 426]
- body-paragraph: ಕಿರಿಕಿರಿ ಉಂಟಾಗುತ್ತಿತ್ತು. ಈ ಬಾರಿ ಜಿಲ್ಲಾಡಳಿತದಿಂದ ಮುಂಚಿತವಾಗಿಯೇ ಈ ಸಮಸ್ಯೆಗೆ ಪರಿಹಾರ ಹುಡುಕಲಾಯಿತು. ಮಾತಂಗ ಪರ್ವತ ಬಯಲಿನಲ್ಲಿ ನೆಲಕ್ಕೆ ಹಾಸಿಗೆ ಹೊದಿಸಿ ನೀರು ಹಾಯಿಸಲಾಯಿತು. ಹೊಸಪೇಟೆ ನಗರದಿಂದ ಹಂಪಿಯವರೆಗೆ ಪ್ರತಿನಿತ್ಯವೂ 5 ಟ್ಯಾಂಕರ್ ಮೂಲಕ ಪ್ರತಿ ಗಂಟೆಗೊಮ್ಮೆ ನೀರು ಹಾಯಿಸಲಾಗುತ್ತಿತ್ತು. ಇದರಿಂದಾಗಿ ಧೂಳಿನಿಂದ ಮುಕ್ತಿ ದೊರಕಿತು.: [6, 2170, 350, 2235]
- body-paragraph: ನಾನು ಯಾವ ದೇವಸ್ಥಾನಕ್ಕೆ ಹೋದರೂ, ಯಾವ ಧರ್ಮದ ಕಾರ್ಯಕ್ರಮದಲ್ಲಿ ಭಾಗವಹಿಸಿದರೂ ಅದನ್ನು ಪ್ರಶ್ನಿಸುವ ಅಗತ್ಯ ಇಲ್ಲ. ಧರ್ಮದ ವಿಚಾರದಲ್ಲಿ ರಾಜಕೀಯ ಮಾಡಬಾರದು ಎಂದು ಕಿವಿಮಾತು ಹೇಳಿದರು.: [374, 413, 579, 477]
- body-paragraph: ಅಧಿವೇಶನದ ಮೊದಲ ದಿನ 50 ವರ್ಷ ದೇಶ, ಸ್ವಾಮೀಜಿ, ಬಂದ ನಂತರದಂದ ಎಲ್ಲಾ ವಿಚಾರಗಳ ಬಗ್ಗೆ ಚರ್ಚೆ ನಡೆಯುತ್ತದೆ. ಈ ಕಾಂಗ್ರೆಸ್ ಅವಾಗೆ ಸುಳ್ಳು ಮಾತನಾಡಿ ಆಗಿದೆ. ಚುನಾವಣೆ ವೇಳೆ ಏನು ಹೇಳಿದ್ದರೋ ಅದನ್ನು ಮಾಡೋಣ ಎಂದು ತಿಳಿಸಿದರು.: [19, 485, 348, 533]
- column-divider: [1016, 102, 1017, 1189]
- body-paragraph: ಒಕ್ಕಲಿಗ ಸಮುದಾಯದ ಮುಖಂಡರ ಸಭೆಯಲ್ಲಿ ಈ ವಿಚಾರ ಚರ್ಚೆಯಾಗಿದೆ. ಹೈಕಮಾಂಡ್ ಮಟ್ಟದಲ್ಲಿ ತೀರ್ಮಾನ ಆಗಲಿದೆ ಎಂದು ತಿಳಿಸಿದರು.: [754, 1480, 918, 1545]
- body-paragraph: ರಕ್ತದಲ್ಲಿ ಬೇಕಾದರೆ ಬರೆದು ಕೊಡ್ತೀನಿ, ಡಿಸೆಂಬರ್ ಒಳಗೆ ಡಿಕೆ ಶಿವಕುಮಾರ್ ಮುಖ್ಯಮಂತ್ರಿ ಆಗ್ತಾರೆ ಎಂದು ಶಾಸಕರೊಬ್ಬರು ಹೇಳಿದ್ದಾರೆ.: [754, 1316, 918, 1380]
- paper-logo: [116, 0, 456, 95]
- chevron-bullet-icon: »: [8, 2072, 18, 2090]
- article-headline: ಕ್ಷೇತ್ರ ಪುನರ್ ವಿಂಗಡಣೆ ವಿಚಾರ ಇನ್ನೂ ಚರ್ಚಾ ಹಂತದಲ್ಲಿದೆ: ಕುಮಾರಸ್ವಾಮಿ: [71, 115, 348, 218]
- body-paragraph: ಮೃತಪಟ್ಟವರು ಕೆಜಿಎಫ್ ತಾಲ್ಲೂಕು ಕಮ್ಮಸಂದ್ರ ಗ್ರಾಮದವರಾಗಿದ್ದು, ಬೆಂಗಳೂರಿನಿಂದ ವಾಪಸ್ ಗ್ರಾಮಕ್ಕೆ ತೆರಳುವ ವೇಳೆ ಘಟನೆ ನಡೆದಿದೆ. ಬಂಗಾರಪೇಟೆ ಪೊಲೀಸ್ ಠಾಣಾ ವ್ಯಾಪ್ತಿಯಲ್ಲಿ ದುರಂತ ಸಂಭವಿಸಿದೆ.: [1339, 1922, 1519, 2003]
- subheadline: ಬಿಬಿಎಂಪಿ ಆಸ್ತಿ ತೆರಿಗೆ: [688, 1940, 880, 1973]
- subheadline: ಪ್ರಯಾಣಿಕರ ಸಂಖ್ಯೆ: [1053, 1685, 1228, 1718]
- article-nikhil-warning: [1024, 102, 1519, 673]
- body-paragraph: ಪರಿಣಾಮ ಚಿಕನ್ ಸೆಂಟರ್‌ಗಳು ಬಿಕೋ ಎನ್ನುತ್ತಿವೆ.: [1339, 1639, 1516, 1652]
- paper-name-red: ಸಂಜೆ: [181, 0, 245, 42]
- body-paragraph: ದಾವಣಗೆರೆಯಲ್ಲಿ ಕಾರ್ಯಕರ್ತರ ಸಮಾವೇಶದಲ್ಲಿ ಮಾತನಾಡಿದ ಅವರು, ಪಕ್ಷದ ಸಂಘಟನೆಗೆ ಡಿಕೆಶಿ ಶ್ರಮಿಸಿದ್ದಾರೆ. 80 ಶಾಸಕರ ಗೆಲುವಿಗೆ ಅವರ ಶ್ರಮ ಕಾರಣ ಎಂದು ಹೇಳಿದರು.: [754, 1389, 918, 1471]
- body-paragraph: ಶಿವಕುಮಾರ್ ಅವಾಗ ಅಲ್ಲಿಗೆ ಹೋಗುವುದು ಬಯಸಿ ಹೋಗಿದ್ದಾರೆ. ಧಾರ್ಮಿಕ ನಂಬಿಕೆ ವೈಯಕ್ತಿಕ ಸ್ವಾತಂತ್ರ್ಯ. ಹೀಗಾಗಿ ಅದರ ಬಗ್ಗೆ ಯಾವುದೇ ಚರ್ಚೆ ಅಗತ್ಯ ಇಲ್ಲ ಎಂದು ತಿಳಿಸಿದರು.: [1024, 1045, 1266, 1092]
- photo-dks-crowd: [801, 199, 1013, 403]
- list-item: » ಬಿಜೆಪಿ–ಜೆಡಿಎಸ್ ಅವಧಿಯಲ್ಲಿ ಎಸ್‌ಸಿಎಸ್‌ಪಿ/ಟಿಎಸ್‌ಪಿ ಹಣ ಬಳಕೆ ಮಾಡಿಕೊಂಡಿರೋ ಬಗ್ಗೆ ವಿಷಯ ಪ್ರಸ್ತಾಪ ಮಾಡುವುದು.: [6, 1882, 350, 1942]
- section-header: ಪ್ರದೇಶ– ಸಮಾಚಾರ: [1168, 28, 1519, 81]
- article-headline: ಕುಂಭಮೇಳದಲ್ಲಿ ನಾನು ಭಾಗಿಯಾದರೆ ತಪ್ಪೇನಿದೆ: ಸ್ವಪಕ್ಷದ ನಾಯಕರಿಗೆ ಡಿಕೆಶಿ ಟಾಂಗ್: [418, 103, 969, 188]
- article-headline: ರಕ್ತದಲ್ಲಿ ಬರೆದು ಕೊಡ್ತೀನಿ, ಡಿಸೆಂಬರ್ ಒಳಗೆ ಡಿಕೆಶಿ ಸಿಎಂ ಆಗ್ತಾರೆ: [766, 1202, 1507, 1301]
- body-paragraph: ರಾಜ್ಯದ ಜನ ಆಗಿನ ಸಿಎಂಗಾಗಿ ನೋಡುತ್ತಿದ್ದಾರೆ. ಗ್ಯಾರಂಟಿ ಹೆಸರಲ್ಲಿ ಜನರ ಹಣ ಪೋಲಾಗುತ್ತಿದೆ. ಕಾಂಗ್ರೆಸ್ ಒಳಜಗಳದಿಂದ ಆಡಳಿತ ಕುಸಿದಿದೆ ಎಂದು ವಾಗ್ದಾಳಿ ನಡೆಸಿದರು.: [1024, 435, 1266, 482]
- chevron-bullet-icon: »: [8, 1952, 18, 1970]
- article-headline: ಡಿಕೆಶಿ ವಾರ್ನಿಂಗ್‌ಗೆ ಹೆದರೋರು ಯಾರೂ ಇಲ್ಲ: ನಿಖಿಲ್ ಕುಮಾರಸ್ವಾಮಿ: [1024, 104, 1504, 179]
- photo-closed-wine-store: [1339, 2202, 1519, 2392]
- paragraph-lead: ಅಂಗಡಿಗಳು ಬಿಕೋ:: [951, 1931, 1029, 1944]
- photo-garlanded-leader: [1339, 1315, 1519, 1588]
- chevron-bullet-icon: »: [8, 1731, 18, 1749]
- body-paragraph: ಇದು ಮೂತ್ರಕೋಶದ ಕ್ಯಾನ್ಸರ್ ಅಪಾಯವನ್ನು ಶೇಕಡಾ 33 ರಷ್ಟು ಮತ್ತು ಕೊಲೋನ್ ಕ್ಯಾನ್ಸರ್ ಅಪಾಯವನ್ನು ಶೇಕಡಾ 15 ರಷ್ಟು ಹೆಚ್ಚಿಸುತ್ತದೆ. ಗರ್ಭಿಣಿಯರಿಗೆ ಗರ್ಭಪಾತ, ಕಡಿಮೆ ತೂಕದ ಶಿಶುಗಳ ಜನನ ಮತ್ತು ಇತರ ಸಮಸ್ಯೆಗಳ ಅಪಾಯವಿದೆ ಎಂದು ಅವರು ಹೇಳಿದರು.: [627, 1861, 941, 1925]
- body-paragraph: ರೂ.10 ಲಕ್ಷ ವೆಚ್ಚದಲ್ಲಿ ಹೊಸದಾಗಿ 250 ಕುಡಿಯುವ ನೀರಿನ ಘಟಕಗಳ ಸ್ಥಾಪನೆಗೆ ಸಿದ್ಧತೆ ನಡೆದಿದೆ. ಸಂದಭ೯ದಲ್ಲಿ ಕ್ಯಾನ್‌ಗಳ ಮೂಲಕ ನೀರು ಪೂರೈಸುವ ವ್ಯವಸ್ಥೆಯನ್ನೂ ಮಾಡಲಾಗುತ್ತಿದೆ.: [360, 1713, 617, 1760]
- byline-place: ಬೆಂಗಳೂರು:: [734, 782, 780, 796]
- article-headline: ಬಾಲಾಜಿ ವೈನ್ ಸ್ಟೋರ್ ಬಾಗಿಲು ಮುರಿದು ಕಳ್ಳತನ: [1341, 2012, 1517, 2064]
- body-paragraph: ಕ್ಷೇತ್ರ ಪುನರ್ ವಿಂಗಡಣೆ ವಿಚಾರ ಇನ್ನೂ ಚರ್ಚಾ ಹಂತದಲ್ಲಿ ಇದೆ. ಯಾವ ರೀತಿ ಗೈಡ್‌ಲೈನ್ಸ್ ಬರುತ್ತದೆ ಅಂತ ನೋಡಿಕೊಂಡು ಚರ್ಚೆ ಮಾಡೋಣ ಎಂದು ಕೇಂದ್ರ ಸಚಿವ ಕುಮಾರಸ್ವಾಮಿ ತಿಳಿಸಿದ್ದಾರೆ.: [19, 231, 179, 312]
- article-headline: ಡಿ.ಕೆ.ಶಿವಕುಮಾರ್ ಅವರೇ ವಿನಾಶ ಕಾಲೇ ವಿಪರೀತ ಬುದ್ಧಿ: ಜೆಡಿಎಸ್ ವಾಗ್ದಾಳಿ: [382, 689, 1005, 769]
- body-paragraph: ವಿನಾಶ ಕಾಲೇ ವಿಪರೀತ ಬುದ್ಧಿ, ರೈತ ಹೋರಾಟಗಳ ಮೇಲೆ ಟೀಕೆ ಮಾಡುವ ಮೊದಲು ಆತ್ಮಾವಲೋಕನ ಮಾಡಿಕೊಳ್ಳಿ. ಅಧಿಕಾರದ ಅಮಲು ಬೇಡ ಎಂದು ಕುಟುಕಿದೆ.: [734, 839, 1013, 887]
- body-paragraph: ಚಿತ್ರರಂಗದ ಬಗ್ಗೆ ಮಾತನಾಡುವ ಮೊದಲು ನಿಮ್ಮ ಇಲಾಖೆಗಳ ಕೆಲಸ ನೋಡಿ. ಬೆಂಗಳೂರಿನ ರಸ್ತೆಗಳ ಸ್ಥಿತಿ, ನೀರಿನ ಸಮಸ್ಯೆ, ಮೆಟ್ರೋ ದರ ಏರಿಕೆ ಬಗ್ಗೆ ಉತ್ತರಿಸಿ ಎಂದು ಪ್ರಶ್ನಿಸಿದೆ.: [374, 1033, 579, 1098]
- subheadline: ಬಯಲಾಗಲಿದೆ ಅಸಲಿಯತ್ತು!: [389, 1927, 588, 1952]
- illustration-jds-cartoon: [374, 781, 520, 1024]
- article-kshetra-vingadane: [6, 102, 361, 1189]
- header-rule: [0, 95, 1527, 97]
- body-paragraph: ಸಮೀಪದ ಬಾರ್ ಬಾಗಿಲು ಮುರಿದು ಕಳ್ಳತನವಾಗಿದ್ದು, ಸ್ಥಳಕ್ಕೆ ಭೇಟಿ ನೀಡಿದ ಪೊಲೀಸರು ಪರಿಶೀಲನೆ ನಡೆಸಿದ್ದಾರೆ.: [1339, 2072, 1519, 2120]
